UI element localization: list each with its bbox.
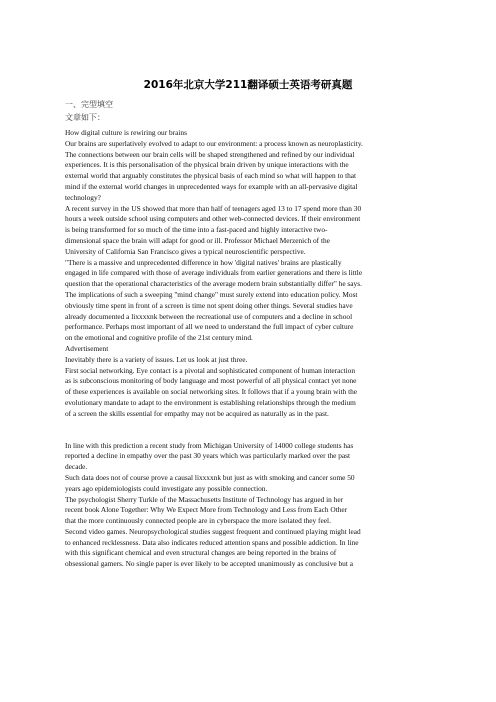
passage-line: A recent survey in the US showed that more than half of teenagers aged 13 to 17 spend more than 30 xyxy=(65,203,362,213)
passage-line: decade. xyxy=(65,462,88,472)
passage-line: Second video games. Neuropsychological studies suggest frequent and continued playing might lead xyxy=(65,526,361,536)
article-label: 文章如下： xyxy=(65,113,105,122)
passage-line: The psychologist Sherry Turkle of the Massachusetts Institute of Technology has argued in her xyxy=(65,494,344,504)
passage-line: Such data does not of course prove a causal lixxxxnk but just as with smoking and cancer some 50 xyxy=(65,472,355,482)
passage-line: Advertisement xyxy=(65,343,109,353)
passage-line: obsessional gamers. No single paper is ever likely to be accepted unanimously as conclusive but a xyxy=(65,559,353,569)
passage-line: The implications of such a sweeping "mind change" must surely extend into education policy. Most xyxy=(65,289,358,299)
passage-line: experiences. It is this personalisation of the physical brain driven by unique interactions with the xyxy=(65,160,349,170)
passage-line: engaged in life compared with those of average individuals from earlier generations and there is little xyxy=(65,268,363,278)
passage-line: Our brains are superlatively evolved to adapt to our environment: a process known as neuroplasticity. xyxy=(65,138,363,148)
section-heading: 一、完型填空 xyxy=(65,100,113,109)
passage-line: that the more continuously connected people are in cyberspace the more isolated they feel. xyxy=(65,516,331,526)
paragraph-gap xyxy=(65,420,435,441)
passage-line: reported a decline in empathy over the past 30 years which was particularly marked over the past xyxy=(65,451,351,461)
passage-line: on the emotional and cognitive profile of the 21st century mind. xyxy=(65,333,253,343)
passage-line: University of California San Francisco gives a typical neuroscientific perspective. xyxy=(65,246,306,256)
passage-line: technology? xyxy=(65,192,101,202)
passage-line: of a screen the skills essential for empathy may not be acquired as naturally as in the past. xyxy=(65,408,329,418)
passage-line: The connections between our brain cells will be shaped strengthened and refined by our individual xyxy=(65,149,355,159)
passage-line: obviously time spent in front of a screen is time not spent doing other things. Several studies have xyxy=(65,300,353,310)
passage-line: First social networking. Eye contact is a pivotal and sophisticated component of human interaction xyxy=(65,365,356,375)
passage-line: to enhanced recklessness. Data also indicates reduced attention spans and possible addiction. In line xyxy=(65,537,359,547)
passage-part-2 xyxy=(65,441,435,571)
passage-line: How digital culture is rewiring our brains xyxy=(65,128,187,137)
passage-part-1 xyxy=(65,128,435,420)
passage-line: Inevitably there is a variety of issues. Let us look at just three. xyxy=(65,354,248,364)
passage-line: is being transformed for so much of the time into a fast-paced and highly interactive two- xyxy=(65,225,328,235)
passage-line: as is subconscious monitoring of body language and most powerful of all physical contact yet none xyxy=(65,376,357,386)
passage-line: years ago epidemiologists could investigate any possible connection. xyxy=(65,483,268,493)
passage-line: external world that arguably constitutes the physical basis of each mind so what will happen to that xyxy=(65,171,357,181)
passage-line: In line with this prediction a recent study from Michigan University of 14000 college students has xyxy=(65,440,354,450)
passage-line: recent book Alone Together: Why We Expect More from Technology and Less from Each Other xyxy=(65,505,348,515)
passage-line: with this significant chemical and even structural changes are being reported in the brains of xyxy=(65,548,337,558)
passage-line: hours a week outside school using computers and other web-connected devices. If their environment xyxy=(65,214,361,224)
passage-line: of these experiences is available on social networking sites. It follows that if a young brain with the xyxy=(65,387,358,397)
passage-body xyxy=(65,128,435,570)
passage-line: question that the operational characteristics of the average modern brain substantially differ" he says. xyxy=(65,279,362,289)
passage-line: "There is a massive and unprecedented difference in how 'digital natives' brains are plastically xyxy=(65,257,342,267)
passage-line: evolutionary mandate to adapt to the environment is establishing relationships through the medium xyxy=(65,397,356,407)
passage-line: performance. Perhaps most important of all we need to understand the full impact of cyber culture xyxy=(65,322,354,332)
passage-line: dimensional space the brain will adapt for good or ill. Professor Michael Merzenich of the xyxy=(65,235,330,245)
passage-line: mind if the external world changes in unprecedented ways for example with an all-pervasive digital xyxy=(65,181,358,191)
page-title: 2016年北京大学211翻译硕士英语考研真题 xyxy=(143,79,353,91)
passage-line: already documented a lixxxxnk between the recreational use of computers and a decline in school xyxy=(65,311,353,321)
